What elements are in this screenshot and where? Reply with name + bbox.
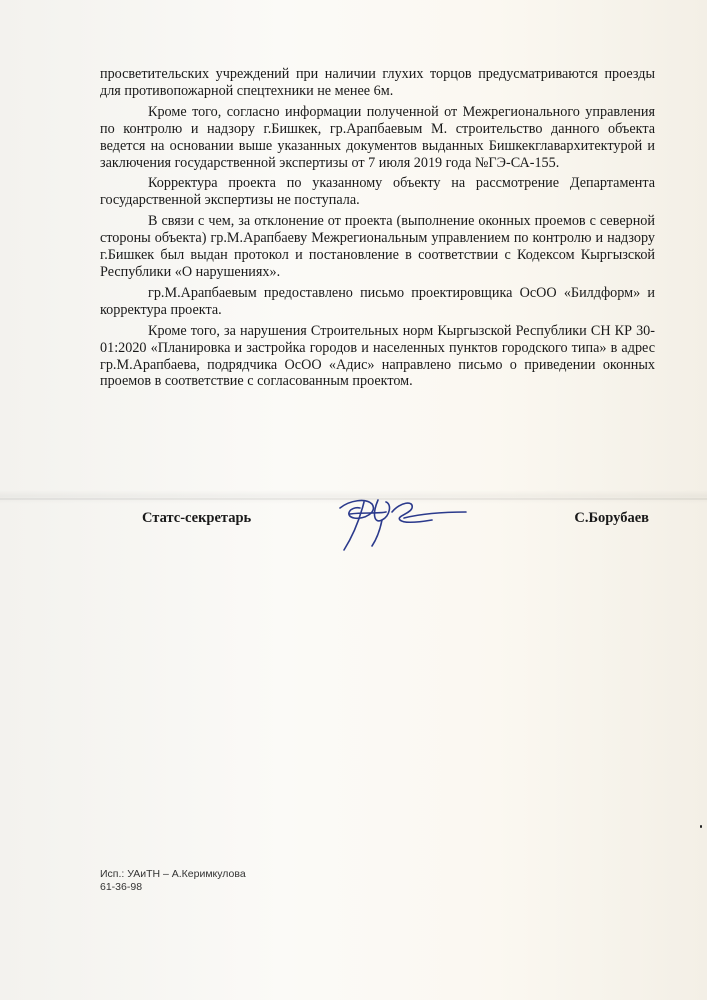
paragraph-6: Кроме того, за нарушения Строительных норм Кыргызской Республики СН КР 30-01:2020 «Планировка и застройка городов и населенных пунктов городского типа» в адрес гр.М.Арапбаева, подрядчика ОсОО «Адис» направлено письмо о приведении оконных проемов в соответствие с согласованным проектом. — [100, 322, 655, 390]
paragraph-1: просветительских учреждений при наличии глухих торцов предусматриваются проезды для противопожарной спецтехники не менее 6м. — [100, 66, 655, 99]
handwritten-signature — [320, 494, 470, 564]
executor-phone: 61-36-98 — [100, 881, 143, 893]
signature-block — [100, 508, 655, 568]
signatory-name: С.Борубаев — [574, 510, 649, 526]
signatory-title: Статс-секретарь — [142, 510, 252, 526]
paper-speck — [700, 825, 702, 828]
letter-body — [100, 66, 655, 394]
paragraph-4: В связи с чем, за отклонение от проекта (выполнение оконных проемов с северной стороны объекта) гр.М.Арапбаеву Межрегиональным управлением по контролю и надзору г.Бишкек был выдан протокол и постановление в соответствии с Кодексом Кыргызской Республики «О нарушениях». — [100, 213, 655, 280]
paragraph-5: гр.М.Арапбаевым предоставлено письмо проектировщика ОсОО «Билдформ» и корректура проекта. — [100, 284, 655, 318]
paragraph-3: Корректура проекта по указанному объекту на рассмотрение Департамента государственной экспертизы не поступала. — [100, 175, 655, 209]
paragraph-2: Кроме того, согласно информации полученной от Межрегионального управления по контролю и надзору г.Бишкек, гр.Арапбаевым М. строительство данного объекта ведется на основании выше указанных документов выданных Бишкекглавархитектурой и заключения государственной экспертизы от 7 июля 2019 года №ГЭ-СА-155. — [100, 103, 655, 171]
executor-name: Исп.: УАиТН – А.Керимкулова — [100, 868, 246, 880]
executor-footer — [100, 868, 246, 894]
